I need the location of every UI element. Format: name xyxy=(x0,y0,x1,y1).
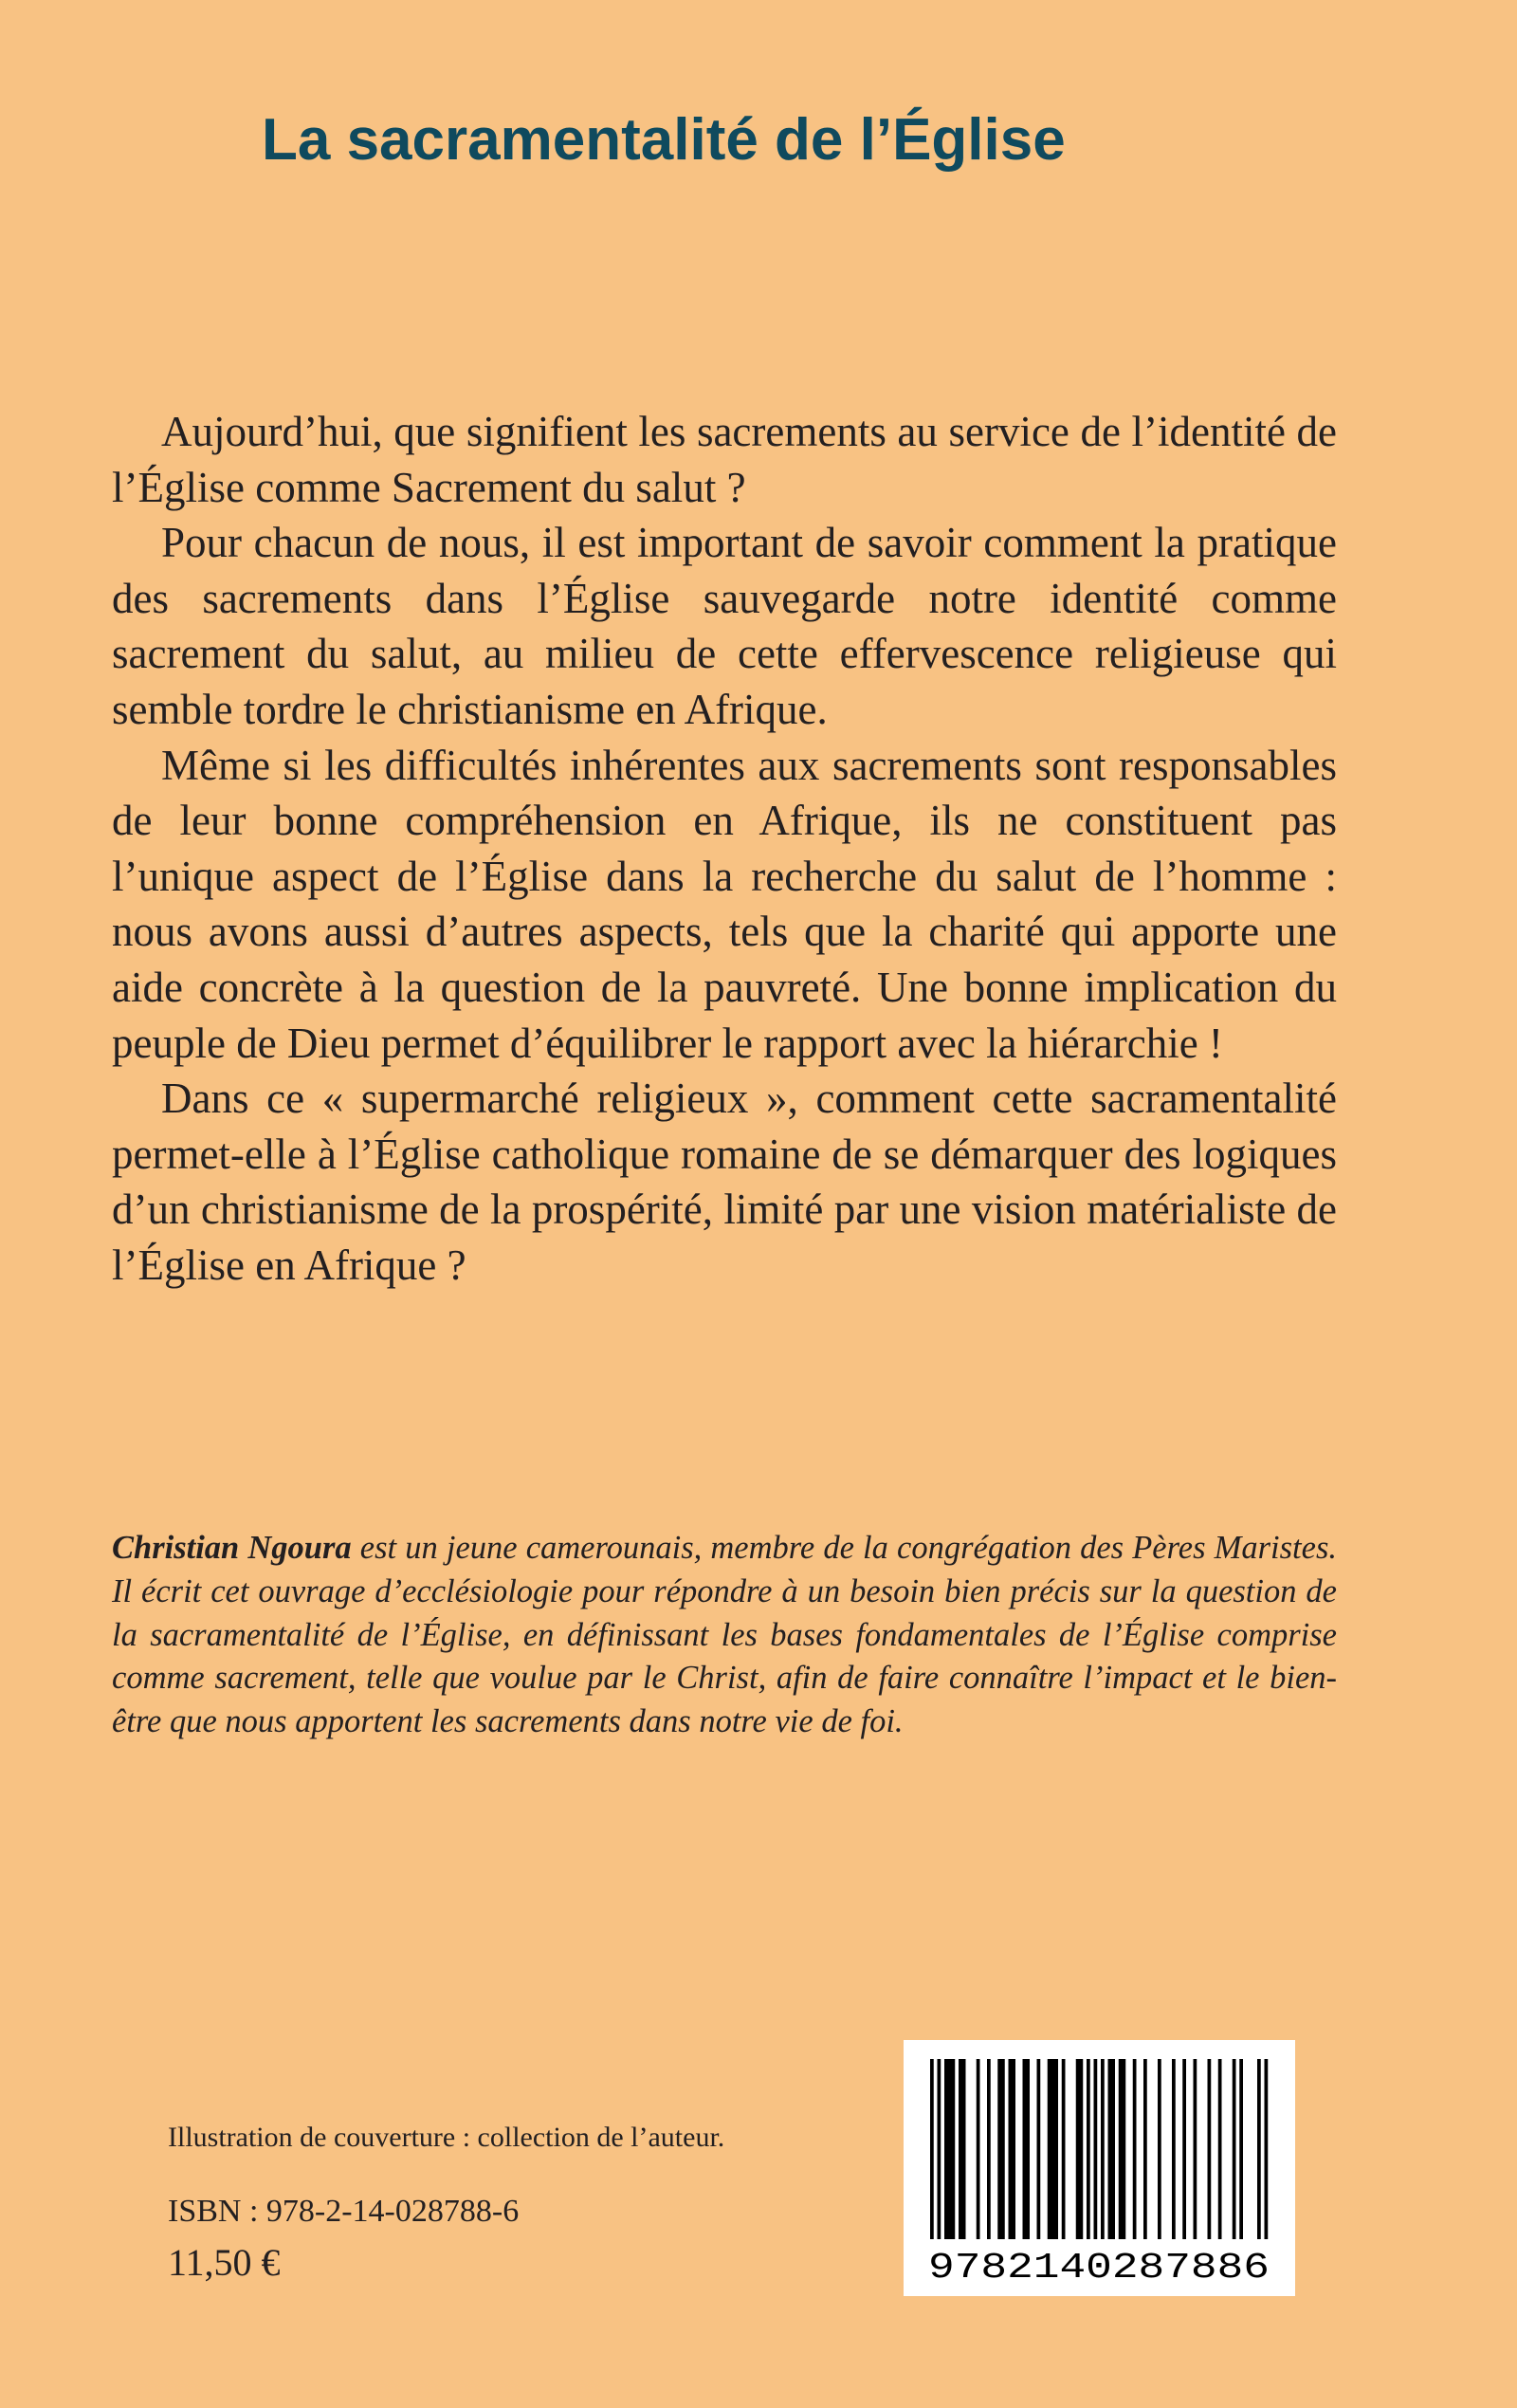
barcode-bar xyxy=(1257,2059,1261,2239)
barcode-digits: 9782140287886 xyxy=(928,2248,1270,2289)
barcode-bar xyxy=(938,2059,941,2239)
barcode-bar xyxy=(930,2059,934,2239)
back-cover-summary xyxy=(112,404,1337,1294)
barcode-bar xyxy=(1009,2059,1016,2239)
summary-paragraph-2: Pour chacun de nous, il est important de savoir comment la pratique des sacrements dans l’Église sauvegarde notre identité comme sacrement du salut, au milieu de cette effervescence religieuse qui semble tordre le christianisme en Afrique. xyxy=(112,519,1337,733)
barcode-bar xyxy=(1048,2059,1058,2239)
barcode-bar xyxy=(1094,2059,1098,2239)
barcode-bar xyxy=(987,2059,991,2239)
barcode-bar xyxy=(1133,2059,1137,2239)
barcode-bar xyxy=(1076,2059,1084,2239)
barcode-bar xyxy=(1208,2059,1212,2239)
barcode-bar xyxy=(1143,2059,1147,2239)
author-bio-text: est un jeune camerounais, membre de la congrégation des Pères Maristes. Il écrit cet ouvrage d’ecclésiologie pour répondre à un besoin bien précis sur la question de la sacramentalité de l’Église, en définissant les bases fondamentales de l’Église comprise comme sacrement, telle que voulue par le Christ, afin de faire connaître l’impact et le bien-être que nous apportent les sacrements dans notre vie de foi. xyxy=(112,1530,1337,1740)
barcode-graphic xyxy=(904,2040,1295,2296)
summary-paragraph-4: Dans ce « supermarché religieux », comment cette sacramentalité permet-elle à l’Église catholique romaine de se démarquer des logiques d’un christianisme de la prospérité, limité par une vision matérialiste de l’Église en Afrique ? xyxy=(112,1075,1337,1289)
summary-paragraph-3: Même si les difficultés inhérentes aux sacrements sont responsables de leur bonne compréhension en Afrique, ils ne constituent pas l’unique aspect de l’Église dans la recherche du salut de l’homme : nous avons aussi d’autres aspects, tels que la charité qui apporte une aide concrète à la question de la pauvreté. Une bonne implication du peuple de Dieu permet d’équilibrer le rapport avec la hiérarchie ! xyxy=(112,741,1337,1067)
barcode-bar xyxy=(1172,2059,1176,2239)
barcode-bar xyxy=(1265,2059,1269,2239)
barcode-bar xyxy=(977,2059,980,2239)
barcode-bar xyxy=(1218,2059,1222,2239)
barcode-bar xyxy=(1108,2059,1116,2239)
barcode-bars xyxy=(930,2059,1268,2239)
barcode-bar xyxy=(1101,2059,1105,2239)
barcode-bar xyxy=(1119,2059,1126,2239)
book-title: La sacramentalité de l’Église xyxy=(262,107,1066,173)
barcode-bar xyxy=(1233,2059,1236,2239)
barcode-bar xyxy=(1182,2059,1186,2239)
barcode-bar xyxy=(1037,2059,1041,2239)
barcode-bar xyxy=(959,2059,966,2239)
barcode-bar xyxy=(997,2059,1005,2239)
isbn: ISBN : 978-2-14-028788-6 xyxy=(168,2194,520,2229)
illustration-credit: Illustration de couverture : collection de l’auteur. xyxy=(168,2122,725,2153)
barcode-bar xyxy=(1062,2059,1066,2239)
author-name: Christian Ngoura xyxy=(112,1530,352,1566)
barcode-bar xyxy=(1023,2059,1031,2239)
author-bio xyxy=(112,1527,1337,1744)
barcode-bar xyxy=(1087,2059,1090,2239)
summary-paragraph-1: Aujourd’hui, que signifient les sacrements au service de l’identité de l’Église comme Sacrement du salut ? xyxy=(112,408,1337,511)
price: 11,50 € xyxy=(168,2241,281,2284)
barcode-bar xyxy=(1158,2059,1161,2239)
barcode xyxy=(904,2040,1295,2296)
barcode-bar xyxy=(1194,2059,1197,2239)
barcode-bar xyxy=(1239,2059,1243,2239)
barcode-bar xyxy=(944,2059,955,2239)
